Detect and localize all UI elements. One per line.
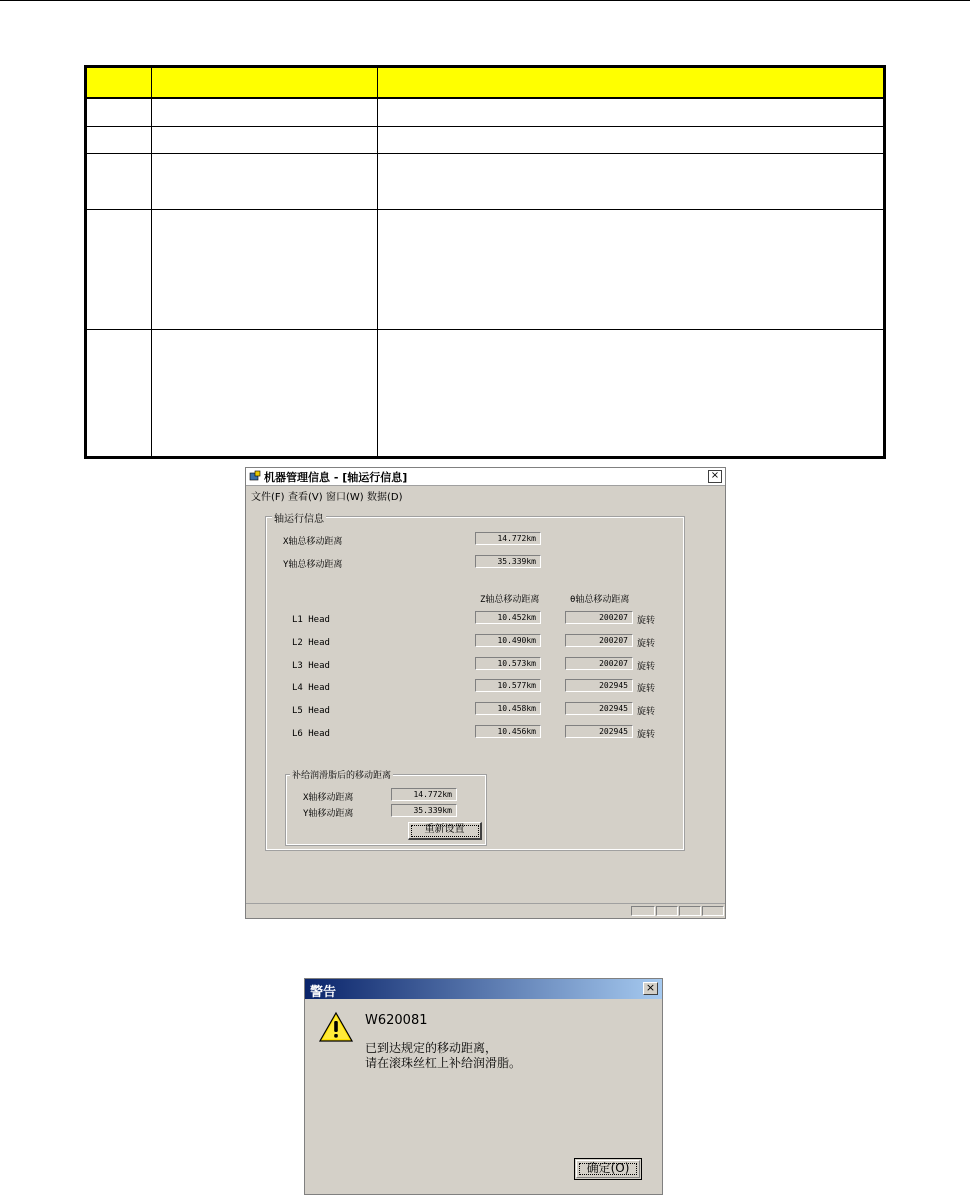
head-theta-value: 200207 [565, 611, 633, 624]
table-row [86, 153, 885, 210]
head-label: L2 Head [292, 638, 330, 648]
dialog-title-bar[interactable] [305, 979, 662, 999]
dialog-title: 警告 [310, 985, 337, 1000]
status-pane [702, 906, 724, 916]
group-title: 轴运行信息 [272, 510, 326, 525]
head-unit: 旋转 [637, 662, 656, 672]
head-label: L5 Head [292, 706, 330, 716]
head-unit: 旋转 [637, 616, 656, 626]
warning-message-line: 已到达规定的移动距离， [365, 1041, 498, 1055]
y-total-value: 35.339km [475, 555, 541, 568]
table-row [86, 98, 885, 126]
x-total-label: X轴总移动距离 [283, 537, 343, 547]
warning-icon [319, 1011, 353, 1043]
head-z-value: 10.452km [475, 611, 541, 624]
head-unit: 旋转 [637, 707, 656, 717]
window-title: 机器管理信息 - [轴运行信息] [264, 471, 408, 484]
title-bar[interactable] [246, 468, 725, 486]
lube-group-title: 补给润滑脂后的移动距离 [290, 768, 393, 781]
head-theta-value: 200207 [565, 657, 633, 670]
table-header-row [86, 67, 885, 99]
warning-message [365, 1041, 521, 1071]
head-z-value: 10.573km [475, 657, 541, 670]
head-theta-value: 202945 [565, 679, 633, 692]
head-label: L4 Head [292, 683, 330, 693]
close-icon[interactable]: × [708, 470, 722, 483]
ok-button-label: 确定(O) [586, 1161, 630, 1175]
head-unit: 旋转 [637, 684, 656, 694]
page-top-rule [0, 0, 970, 1]
warning-code: W620081 [365, 1013, 428, 1028]
table-row [86, 210, 885, 329]
table-row [86, 329, 885, 457]
z-column-header: Z轴总移动距离 [480, 595, 540, 605]
head-theta-value: 200207 [565, 634, 633, 647]
head-z-value: 10.458km [475, 702, 541, 715]
menu-window[interactable]: 窗口(W) [326, 492, 364, 503]
table-header-cell [378, 67, 885, 99]
status-pane [679, 906, 701, 916]
status-bar [246, 903, 725, 918]
status-pane [631, 906, 655, 916]
lube-x-label: X轴移动距离 [303, 793, 354, 803]
app-icon [249, 470, 261, 482]
axis-info-window [245, 467, 726, 919]
menu-view[interactable]: 查看(V) [288, 492, 323, 503]
head-label: L3 Head [292, 661, 330, 671]
head-unit: 旋转 [637, 730, 656, 740]
status-pane [656, 906, 678, 916]
warning-dialog [304, 978, 663, 1195]
head-z-value: 10.456km [475, 725, 541, 738]
table-row [86, 126, 885, 153]
close-icon[interactable]: × [643, 982, 658, 995]
x-total-value: 14.772km [475, 532, 541, 545]
head-z-value: 10.490km [475, 634, 541, 647]
lube-x-value: 14.772km [391, 788, 457, 801]
theta-column-header: θ轴总移动距离 [570, 595, 630, 605]
table-header-cell [86, 67, 152, 99]
ok-button[interactable] [574, 1158, 642, 1180]
y-total-label: Y轴总移动距离 [283, 560, 343, 570]
head-theta-value: 202945 [565, 702, 633, 715]
head-z-value: 10.577km [475, 679, 541, 692]
warning-message-line: 请在滚珠丝杠上补给润滑脂。 [365, 1056, 522, 1070]
head-label: L6 Head [292, 729, 330, 739]
lube-y-label: Y轴移动距离 [303, 809, 354, 819]
head-unit: 旋转 [637, 639, 656, 649]
menu-bar [246, 486, 725, 502]
head-label: L1 Head [292, 615, 330, 625]
table-header-cell [152, 67, 378, 99]
reset-button[interactable]: 重新设置 [408, 822, 482, 840]
menu-data[interactable]: 数据(D) [367, 492, 403, 503]
document-table [84, 65, 886, 459]
menu-file[interactable]: 文件(F) [251, 492, 285, 503]
lube-y-value: 35.339km [391, 804, 457, 817]
head-theta-value: 202945 [565, 725, 633, 738]
